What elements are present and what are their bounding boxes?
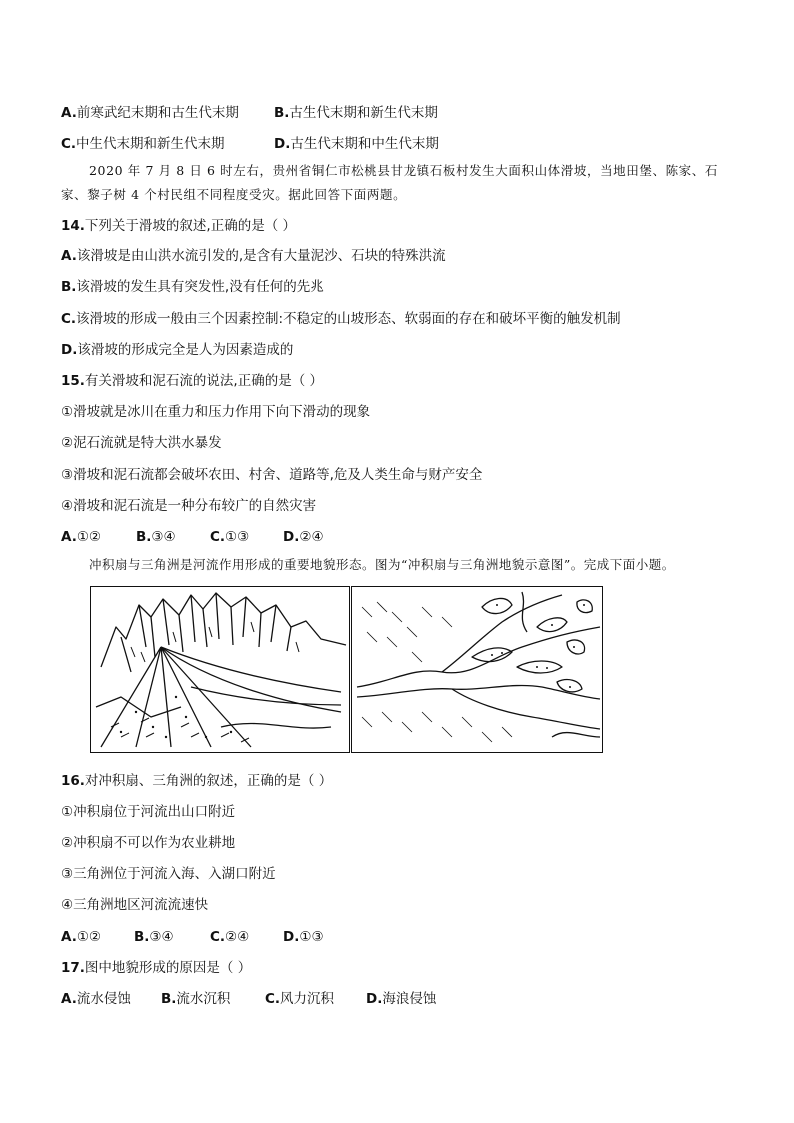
passage-alluvial: 冲积扇与三角洲是河流作用形成的重要地貌形态。图为“冲积扇与三角洲地貌示意图”。完成下面小题。 bbox=[89, 557, 675, 572]
q16-statement-2: ②冲积扇不可以作为农业耕地 bbox=[61, 835, 236, 851]
q16-option-a[interactable]: A.①② bbox=[61, 929, 102, 945]
q16-option-d[interactable]: D.①③ bbox=[283, 929, 324, 945]
landform-figure bbox=[90, 586, 602, 754]
q17-option-d[interactable]: D.海浪侵蚀 bbox=[366, 991, 437, 1007]
q14-option-a[interactable]: A.该滑坡是由山洪水流引发的,是含有大量泥沙、石块的特殊洪流 bbox=[61, 248, 446, 264]
q15-statement-3: ③滑坡和泥石流都会破坏农田、村舍、道路等,危及人类生命与财产安全 bbox=[61, 467, 483, 483]
q14-option-c[interactable]: C.该滑坡的形成一般由三个因素控制:不稳定的山坡形态、软弱面的存在和破坏平衡的触发机制 bbox=[61, 311, 621, 327]
q15-statement-4: ④滑坡和泥石流是一种分布较广的自然灾害 bbox=[61, 498, 317, 514]
q13-option-d[interactable]: D.古生代末期和中生代末期 bbox=[274, 136, 439, 152]
q17-title: 17.图中地貌形成的原因是（ ） bbox=[61, 960, 252, 976]
q16-title: 16.对冲积扇、三角洲的叙述，正确的是（ ） bbox=[61, 773, 333, 789]
q15-option-c[interactable]: C.①③ bbox=[210, 529, 250, 545]
alluvial-fan-illustration bbox=[90, 586, 350, 753]
q15-option-b[interactable]: B.③④ bbox=[136, 529, 176, 545]
q14-option-b[interactable]: B.该滑坡的发生具有突发性,没有任何的先兆 bbox=[61, 279, 324, 295]
q16-statement-1: ①冲积扇位于河流出山口附近 bbox=[61, 804, 236, 820]
q16-statement-4: ④三角洲地区河流流速快 bbox=[61, 897, 209, 913]
q13-option-a[interactable]: A.前寒武纪末期和古生代末期 bbox=[61, 105, 239, 121]
q15-statement-1: ①滑坡就是冰川在重力和压力作用下向下滑动的现象 bbox=[61, 404, 371, 420]
q13-option-c[interactable]: C.中生代末期和新生代末期 bbox=[61, 136, 225, 152]
q13-option-b[interactable]: B.古生代末期和新生代末期 bbox=[274, 105, 438, 121]
q14-option-d[interactable]: D.该滑坡的形成完全是人为因素造成的 bbox=[61, 342, 294, 358]
passage-landslide: 2020 年 7 月 8 日 6 时左右，贵州省铜仁市松桃县甘龙镇石板村发生大面积山体滑坡，当地田堡、陈家、石家、黎子树 4 个村民组不同程度受灾。据此回答下面两题。 bbox=[61, 163, 718, 202]
q15-title: 15.有关滑坡和泥石流的说法,正确的是（ ） bbox=[61, 373, 324, 389]
q17-option-a[interactable]: A.流水侵蚀 bbox=[61, 991, 131, 1007]
q17-option-c[interactable]: C.风力沉积 bbox=[265, 991, 335, 1007]
q15-statement-2: ②泥石流就是特大洪水暴发 bbox=[61, 435, 222, 451]
q16-option-b[interactable]: B.③④ bbox=[134, 929, 174, 945]
q17-option-b[interactable]: B.流水沉积 bbox=[161, 991, 231, 1007]
delta-illustration bbox=[351, 586, 603, 753]
q16-option-c[interactable]: C.②④ bbox=[210, 929, 250, 945]
q15-option-a[interactable]: A.①② bbox=[61, 529, 102, 545]
q14-title: 14.下列关于滑坡的叙述,正确的是（ ） bbox=[61, 218, 297, 234]
q15-option-d[interactable]: D.②④ bbox=[283, 529, 324, 545]
q16-statement-3: ③三角洲位于河流入海、入湖口附近 bbox=[61, 866, 276, 882]
